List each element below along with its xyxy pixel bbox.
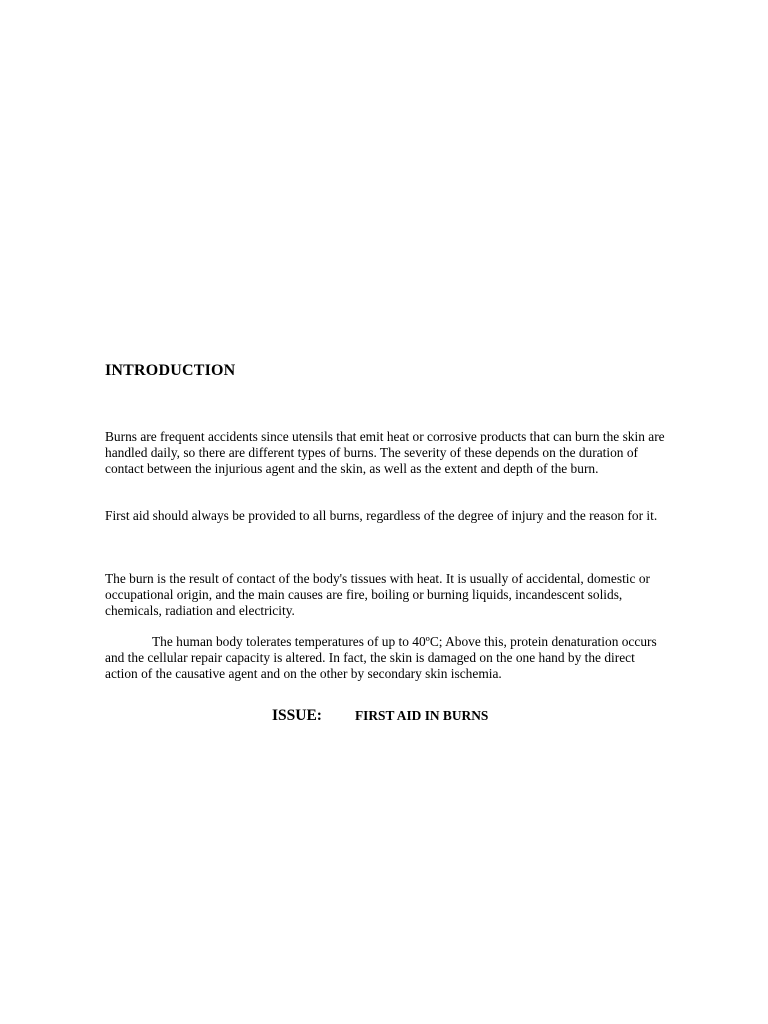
- paragraph-burn-definition: The burn is the result of contact of the body's tissues with heat. It is usually of accidental, domestic or occupational origin, and the main causes are fire, boiling or burning liquids, incandescent solids, chemicals, radiation and electricity.: [105, 571, 650, 619]
- issue-label: ISSUE:: [272, 707, 322, 724]
- paragraph-body-temperature: The human body tolerates temperatures of up to 40ºC; Above this, protein denaturation occurs and the cellular repair capacity is altered. In fact, the skin is damaged on the one hand by the direct action of the causative agent and on the other by secondary skin ischemia.: [105, 634, 657, 682]
- section-heading: INTRODUCTION: [105, 362, 236, 379]
- paragraph-burns-frequency: Burns are frequent accidents since utensils that emit heat or corrosive products that can burn the skin are handled daily, so there are different types of burns. The severity of these depends on the duration of contact between the injurious agent and the skin, as well as the extent and depth of the burn.: [105, 429, 665, 477]
- issue-line: [272, 707, 488, 725]
- paragraph-first-aid: First aid should always be provided to all burns, regardless of the degree of injury and the reason for it.: [105, 508, 658, 523]
- issue-title: FIRST AID IN BURNS: [355, 708, 489, 723]
